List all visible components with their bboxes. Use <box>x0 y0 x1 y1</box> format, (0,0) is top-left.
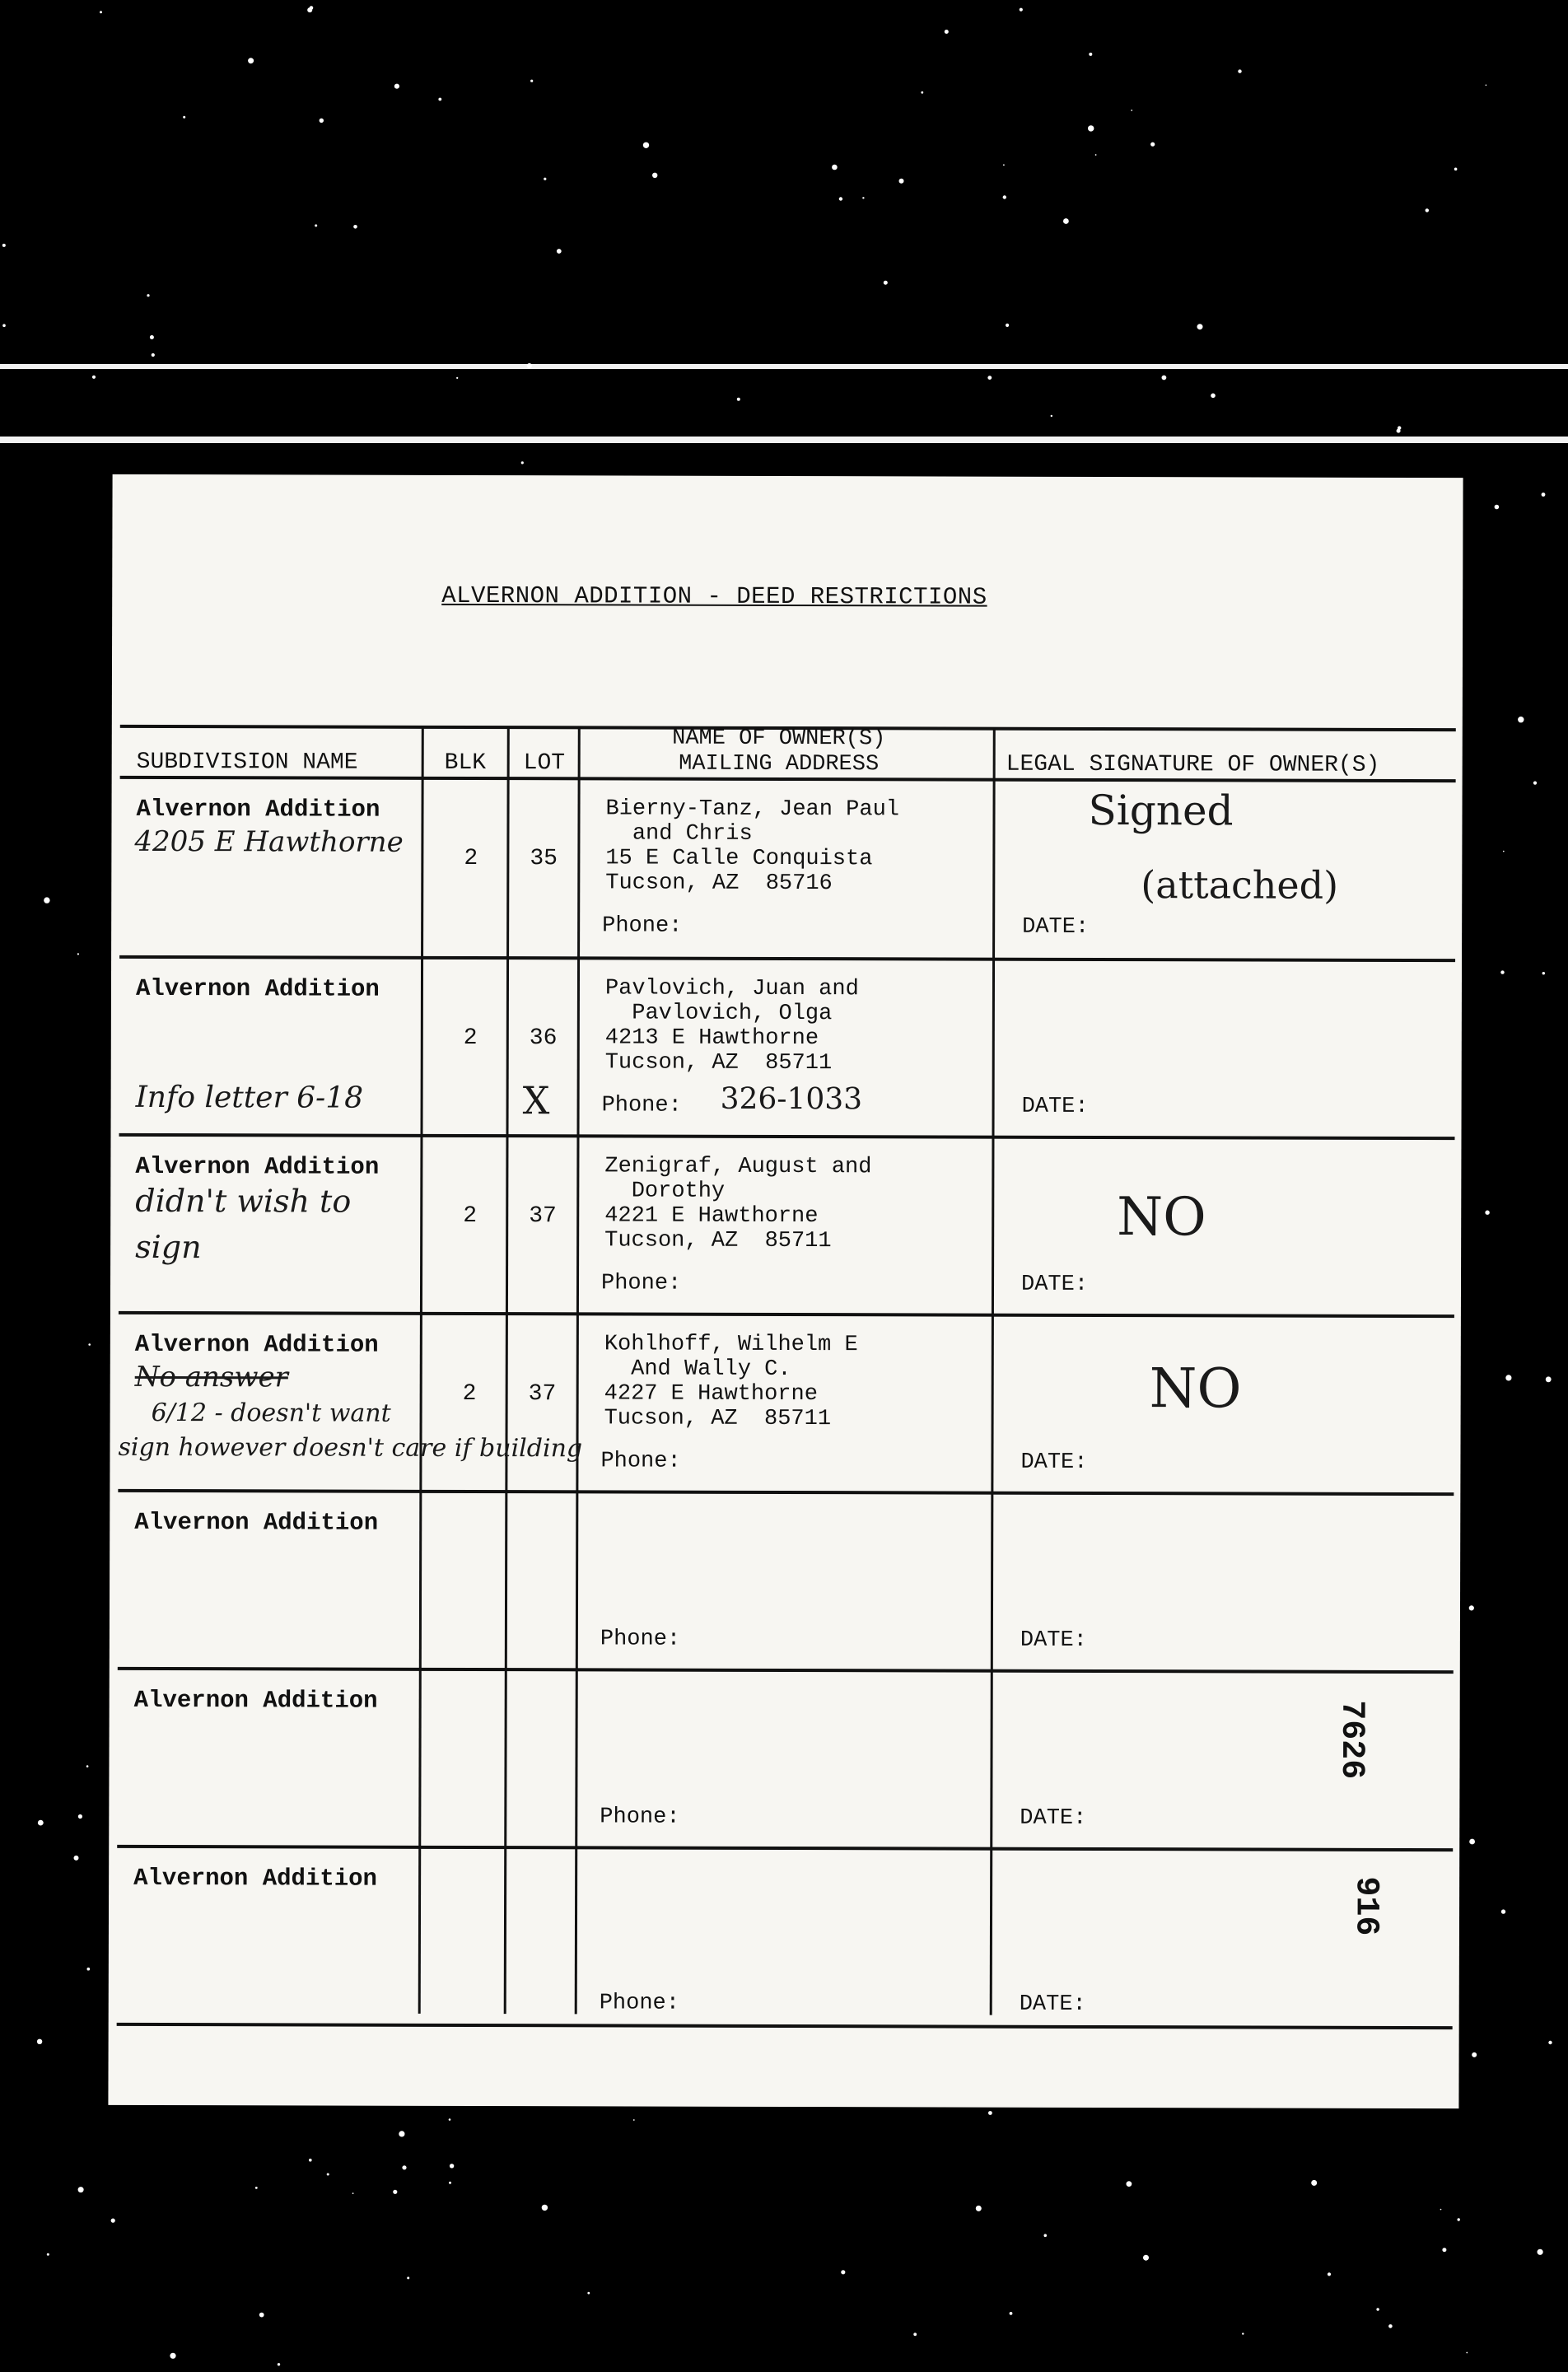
scan-speck <box>862 197 864 198</box>
scan-speck <box>1454 168 1458 171</box>
owner-address: Zenigraf, August and Dorothy 4221 E Hawthorne Tucson, AZ 85711 <box>604 1154 872 1254</box>
handwritten-note: didn't wish to <box>135 1182 352 1220</box>
scan-speck <box>1542 972 1545 974</box>
scan-speck <box>899 179 904 184</box>
scan-speck <box>841 2270 845 2274</box>
scan-speck <box>1388 2324 1393 2328</box>
lot-value: 36 <box>529 1025 558 1052</box>
scan-speck <box>1089 53 1092 56</box>
scan-speck <box>1044 2234 1048 2237</box>
blk-header: BLK <box>444 749 487 777</box>
scan-speck <box>1003 164 1005 166</box>
subdivision-name: Alvernon Addition <box>134 1508 379 1537</box>
handwritten-answer: NO <box>1117 1187 1206 1249</box>
stamp-number: 916 <box>1346 1876 1384 1936</box>
owner-address: Kohlhoff, Wilhelm E And Wally C. 4227 E Hawthorne Tucson, AZ 85711 <box>604 1332 858 1432</box>
handwritten-note-line3: sign however doesn't care if building <box>118 1432 583 1464</box>
scan-speck <box>309 2159 312 2162</box>
scan-speck <box>150 335 154 339</box>
table-row <box>110 1135 1462 1316</box>
scan-speck <box>1538 2249 1543 2255</box>
scan-speck <box>407 2276 409 2279</box>
scan-speck <box>315 224 317 226</box>
scan-speck <box>450 2164 454 2168</box>
scan-speck <box>1010 2312 1013 2315</box>
date-label: DATE: <box>1019 1991 1086 2017</box>
table-row <box>110 1313 1461 1494</box>
date-label: DATE: <box>1020 1272 1089 1297</box>
phone-label: Phone: <box>600 1449 681 1474</box>
scan-speck <box>1501 1909 1505 1913</box>
scan-speck <box>92 376 96 379</box>
scan-speck <box>1486 85 1487 86</box>
date-label: DATE: <box>1020 1627 1087 1653</box>
lot-value: 37 <box>529 1203 557 1230</box>
scan-speck <box>652 173 657 178</box>
scan-speck <box>1051 415 1052 417</box>
scan-speck <box>394 84 399 89</box>
phone-label: Phone: <box>600 1271 682 1296</box>
scan-speck <box>1546 1376 1552 1382</box>
top-edge-band <box>0 437 1568 443</box>
subdivision-header: SUBDIVISION NAME <box>136 749 358 776</box>
scan-speck <box>1211 394 1216 399</box>
scan-speck <box>100 11 102 13</box>
date-label: DATE: <box>1020 1805 1087 1831</box>
scan-speck <box>557 249 562 254</box>
blk-value: 2 <box>463 1025 478 1052</box>
scan-speck <box>183 116 185 119</box>
scan-speck <box>170 2353 175 2359</box>
scan-speck <box>976 2206 982 2211</box>
table-row <box>110 1491 1461 1672</box>
handwritten-note-line2: sign <box>135 1228 202 1266</box>
scan-speck <box>111 2219 115 2223</box>
scan-speck <box>1143 2255 1149 2261</box>
scan-speck <box>544 178 546 180</box>
scan-speck <box>307 7 312 12</box>
scan-speck <box>1311 2180 1317 2186</box>
phone-label: Phone: <box>601 1093 682 1118</box>
handwritten-note: 4205 E Hawthorne <box>134 824 404 859</box>
scan-speck <box>1469 1839 1475 1845</box>
scan-speck <box>1063 218 1069 224</box>
scan-speck <box>456 377 458 379</box>
date-label: DATE: <box>1021 1094 1089 1119</box>
scan-speck <box>1095 154 1097 156</box>
scan-speck <box>1500 970 1504 974</box>
scan-speck <box>1162 376 1167 381</box>
scan-speck <box>1127 2181 1132 2187</box>
scan-speck <box>1542 493 1546 497</box>
scan-speck <box>643 142 649 148</box>
scan-speck <box>1328 2272 1331 2276</box>
scan-speck <box>587 2292 590 2295</box>
scan-speck <box>438 98 441 101</box>
scan-speck <box>78 1814 82 1819</box>
scan-speck <box>1131 110 1132 111</box>
scan-speck <box>1376 2308 1379 2310</box>
subdivision-name: Alvernon Addition <box>134 1330 379 1359</box>
scan-speck <box>320 119 324 123</box>
lot-header: LOT <box>523 750 566 777</box>
phone-label: Phone: <box>600 1627 681 1652</box>
blk-value: 2 <box>464 845 478 872</box>
lot-check-mark: X <box>522 1078 550 1123</box>
scan-speck <box>259 2313 264 2318</box>
handwritten-signature: Signed <box>1088 786 1234 835</box>
subdivision-name: Alvernon Addition <box>135 1152 380 1181</box>
scan-speck <box>521 461 524 464</box>
scan-speck <box>1003 195 1006 198</box>
scan-speck <box>921 91 923 94</box>
scan-speck <box>1197 324 1203 329</box>
scan-speck <box>1150 142 1155 147</box>
subdivision-name: Alvernon Addition <box>133 1864 378 1893</box>
table-row <box>109 1669 1460 1850</box>
handwritten-phone: 326-1033 <box>720 1081 863 1117</box>
scan-speck <box>327 2174 329 2176</box>
table-row <box>111 777 1463 959</box>
scan-speck <box>945 30 949 34</box>
blk-value: 2 <box>462 1380 477 1408</box>
scan-speck <box>1458 2218 1460 2220</box>
handwritten-note: Info letter 6-18 <box>135 1080 364 1115</box>
scan-speck <box>1442 2248 1446 2252</box>
scan-speck <box>1426 208 1429 212</box>
owner-address: Bierny-Tanz, Jean Paul and Chris 15 E Calle Conquista Tucson, AZ 85716 <box>605 796 900 897</box>
scan-speck <box>255 2187 258 2189</box>
scan-speck <box>78 2187 84 2192</box>
scan-speck <box>1548 2041 1552 2044</box>
phone-label: Phone: <box>600 1805 680 1830</box>
scan-speck <box>449 2182 451 2184</box>
scan-speck <box>1242 2332 1244 2334</box>
owner-address-header <box>590 726 968 777</box>
scan-speck <box>147 294 149 296</box>
scan-speck <box>737 398 740 401</box>
scan-speck <box>530 80 533 82</box>
scan-speck <box>399 2131 404 2136</box>
lot-value: 35 <box>530 846 558 872</box>
scan-speck <box>77 953 79 955</box>
blk-value: 2 <box>463 1202 478 1230</box>
scan-speck <box>1518 717 1524 722</box>
scan-speck <box>38 1820 44 1826</box>
scan-speck <box>884 281 888 285</box>
scan-speck <box>1466 2352 1468 2354</box>
scan-speck <box>152 353 155 357</box>
scan-speck <box>1398 426 1401 429</box>
scan-speck <box>47 2253 49 2256</box>
form-title: ALVERNON ADDITION - DEED RESTRICTIONS <box>441 581 987 611</box>
scan-speck <box>1495 505 1500 510</box>
scan-speck <box>74 1856 79 1861</box>
signature-header: LEGAL SIGNATURE OF OWNER(S) <box>1006 751 1380 778</box>
phone-label: Phone: <box>599 1991 679 2016</box>
table-row <box>110 957 1462 1138</box>
handwritten-signature-note: (attached) <box>1141 862 1339 908</box>
scan-speck <box>248 58 254 63</box>
table-row <box>109 1847 1460 2028</box>
scan-speck <box>839 197 842 200</box>
scan-speck <box>2 324 6 327</box>
scan-speck <box>527 363 532 368</box>
scan-speck <box>353 225 357 229</box>
scan-speck <box>1469 1605 1474 1610</box>
scan-speck <box>913 2332 917 2336</box>
scan-speck <box>987 376 992 380</box>
owner-header-line1: NAME OF OWNER(S) <box>672 726 886 752</box>
scan-speck <box>88 1343 91 1346</box>
subdivision-name: Alvernon Addition <box>136 795 380 824</box>
scan-speck <box>1238 69 1241 72</box>
scan-speck <box>1440 2209 1442 2211</box>
scan-speck <box>87 1968 91 1971</box>
scan-speck <box>1505 1375 1511 1380</box>
top-edge-line <box>0 364 1568 369</box>
owner-address: Pavlovich, Juan and Pavlovich, Olga 4213 E Hawthorne Tucson, AZ 85711 <box>604 976 859 1076</box>
scan-speck <box>86 1765 89 1767</box>
scan-speck <box>449 2118 451 2121</box>
scan-speck <box>633 2119 635 2121</box>
handwritten-answer: NO <box>1149 1356 1242 1421</box>
subdivision-name: Alvernon Addition <box>133 1686 378 1715</box>
scan-speck <box>1485 1211 1489 1215</box>
handwritten-note-line2: 6/12 - doesn't want <box>151 1398 391 1428</box>
scan-speck <box>352 2192 354 2194</box>
scan-speck <box>988 2111 992 2115</box>
scan-speck <box>1503 851 1505 852</box>
date-label: DATE: <box>1020 1450 1088 1475</box>
scan-speck <box>1020 8 1023 12</box>
handwritten-note-struck: No answer <box>134 1360 288 1394</box>
scan-speck <box>2 244 6 247</box>
scan-speck <box>402 2165 406 2169</box>
scan-speck <box>1472 2052 1477 2057</box>
phone-label: Phone: <box>602 913 683 939</box>
scan-speck <box>832 165 838 170</box>
scan-speck <box>1088 125 1094 131</box>
scan-speck <box>37 2039 42 2044</box>
scan-speck <box>393 2190 397 2194</box>
stamp-number: 7626 <box>1332 1700 1370 1780</box>
lot-value: 37 <box>528 1381 557 1408</box>
scan-speck <box>278 2363 280 2365</box>
scan-speck <box>1006 324 1009 327</box>
scan-speck <box>542 2205 548 2211</box>
date-label: DATE: <box>1022 914 1090 940</box>
scan-speck <box>44 897 49 903</box>
subdivision-name: Alvernon Addition <box>135 974 380 1003</box>
scan-speck <box>1533 782 1537 785</box>
deed-restrictions-form <box>108 474 1463 2108</box>
owner-header-line2: MAILING ADDRESS <box>679 751 880 777</box>
